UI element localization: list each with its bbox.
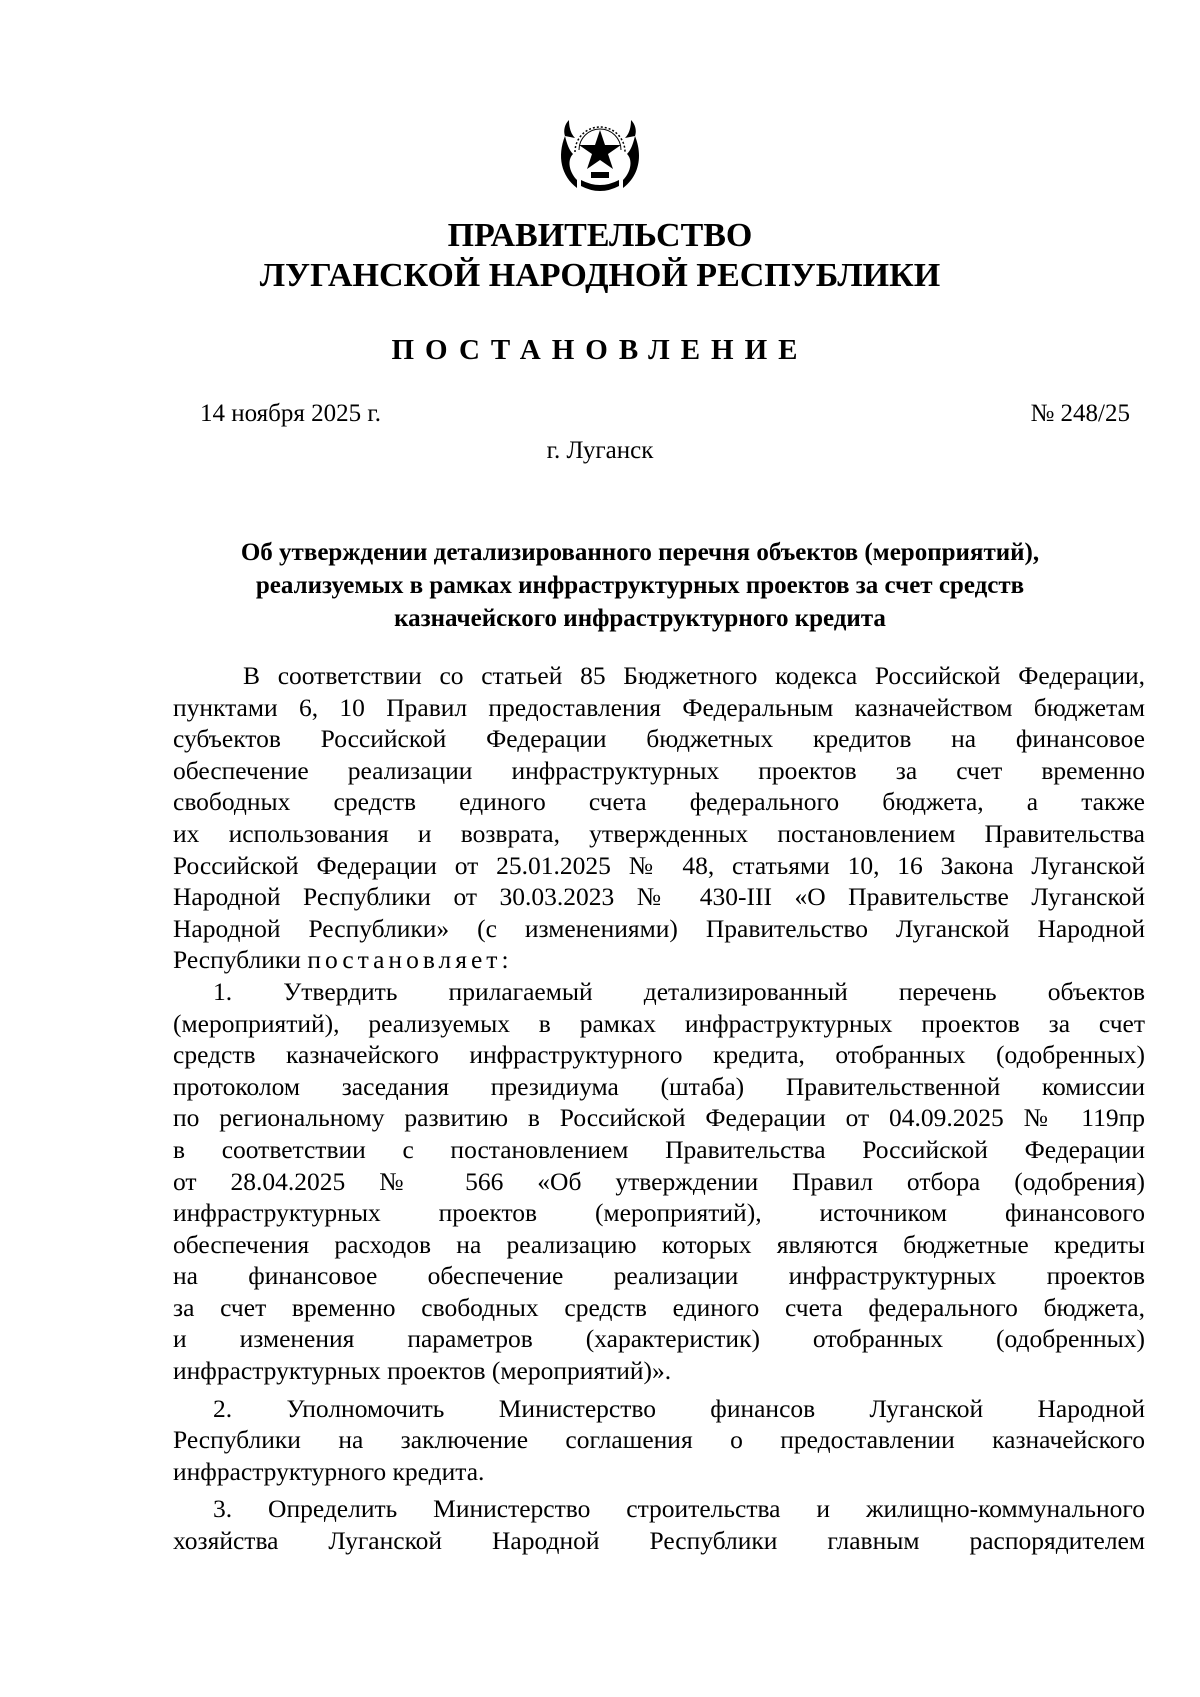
item1-line: в соответствии с постановлением Правительства Российской Федерации <box>173 1134 1145 1164</box>
preamble-line: свободных средств единого счета федерального бюджета, а также <box>173 787 1145 817</box>
document-number: № 248/25 <box>1030 400 1130 427</box>
preamble-line: субъектов Российской Федерации бюджетных кредитов на финансовое <box>173 724 1145 754</box>
preamble-line: Народной Республики от 30.03.2023 № 430-III «О Правительстве Луганской <box>173 882 1145 912</box>
government-title <box>0 216 1200 296</box>
subject-line: казначейского инфраструктурного кредита <box>394 605 886 632</box>
preamble-line: Народной Республики» (с изменениями) Правительство Луганской Народной <box>173 913 1145 943</box>
document-city: г. Луганск <box>546 437 654 464</box>
government-title-line2: ЛУГАНСКОЙ НАРОДНОЙ РЕСПУБЛИКИ <box>259 257 941 294</box>
item1-line: на финансовое обеспечение реализации инфраструктурных проектов <box>173 1261 1145 1291</box>
item2-line: Республики на заключение соглашения о предоставлении казначейского <box>173 1425 1145 1455</box>
preamble-line: пунктами 6, 10 Правил предоставления Федеральным казначейством бюджетам <box>173 692 1145 722</box>
document-type: ПОСТАНОВЛЕНИЕ <box>391 334 809 366</box>
item1-line: инфраструктурных проектов (мероприятий), источником финансового <box>173 1198 1145 1228</box>
preamble-line: их использования и возврата, утвержденных постановлением Правительства <box>173 818 1145 848</box>
government-title-line1: ПРАВИТЕЛЬСТВО <box>447 217 753 254</box>
subject-line: реализуемых в рамках инфраструктурных проектов за счет средств <box>255 572 1025 599</box>
document-body <box>173 660 1145 1557</box>
item1-line: обеспечения расходов на реализацию которых являются бюджетные кредиты <box>173 1229 1145 1259</box>
item1-line: протоколом заседания президиума (штаба) Правительственной комиссии <box>173 1071 1145 1101</box>
preamble-last-prefix: Республики <box>173 945 308 975</box>
item1-line: средств казначейского инфраструктурного кредита, отобранных (одобренных) <box>173 1040 1145 1070</box>
item3-line: 3. Определить Министерство строительства и жилищно-коммунального <box>213 1494 1145 1524</box>
item1-line: (мероприятий), реализуемых в рамках инфраструктурных проектов за счет <box>173 1008 1145 1038</box>
preamble-line: обеспечение реализации инфраструктурных проектов за счет временно <box>173 755 1145 785</box>
preamble-line: В соответствии со статьей 85 Бюджетного кодекса Российской Федерации, <box>243 661 1145 690</box>
item1-line: за счет временно свободных средств единого счета федерального бюджета, <box>173 1292 1145 1322</box>
item3-line: хозяйства Луганской Народной Республики главным распорядителем <box>173 1526 1145 1556</box>
item1-line: по региональному развитию в Российской Федерации от 04.09.2025 № 119пр <box>173 1103 1145 1133</box>
preamble-last-line <box>173 944 1145 976</box>
item1-line: от 28.04.2025 № 566 «Об утверждении Правил отбора (одобрения) <box>173 1166 1145 1196</box>
item1-line: 1. Утвердить прилагаемый детализированный перечень объектов <box>213 976 1145 1006</box>
item1-line: инфраструктурных проектов (мероприятий)». <box>173 1356 672 1386</box>
document-date: 14 ноября 2025 г. <box>200 400 382 427</box>
document-subject <box>160 536 1120 635</box>
preamble-line: Российской Федерации от 25.01.2025 № 48, статьями 10, 16 Закона Луганской <box>173 850 1145 880</box>
subject-line: Об утверждении детализированного перечня объектов (мероприятий), <box>240 539 1040 566</box>
resolves-word: постановляет: <box>307 945 513 975</box>
item2-line: инфраструктурного кредита. <box>173 1456 485 1486</box>
item2-line: 2. Уполномочить Министерство финансов Луганской Народной <box>213 1393 1145 1423</box>
item1-line: и изменения параметров (характеристик) отобранных (одобренных) <box>173 1324 1145 1354</box>
coat-of-arms-emblem <box>555 110 645 196</box>
